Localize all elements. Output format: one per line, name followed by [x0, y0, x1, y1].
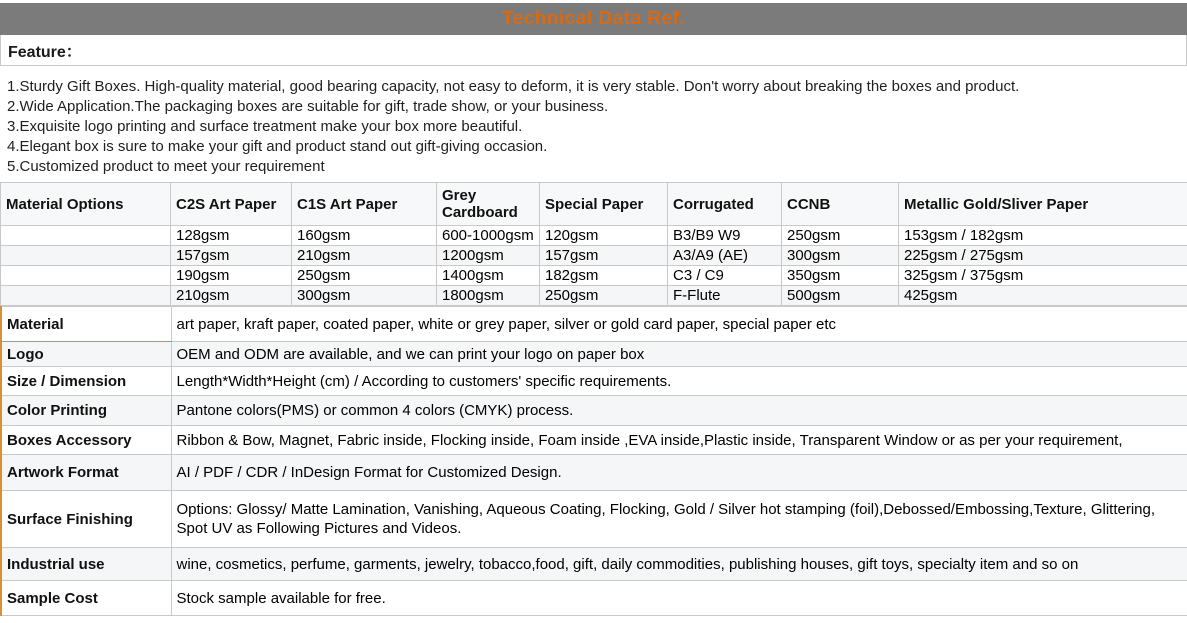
- table-cell: 190gsm: [171, 266, 292, 286]
- column-header: CCNB: [782, 183, 899, 226]
- spec-value: Stock sample available for free.: [171, 581, 1187, 616]
- table-cell: [1, 286, 171, 306]
- table-cell: F-Flute: [668, 286, 782, 306]
- feature-item: 5.Customized product to meet your requirement: [7, 157, 1179, 177]
- table-cell: [1, 266, 171, 286]
- spec-value: Ribbon & Bow, Magnet, Fabric inside, Flocking inside, Foam inside ,EVA inside,Plastic inside, Transparent Window or as per your requirement,: [171, 426, 1187, 455]
- feature-heading: Feature：: [8, 39, 82, 62]
- table-cell: 1200gsm: [437, 246, 540, 266]
- table-cell: 1800gsm: [437, 286, 540, 306]
- table-cell: 325gsm / 375gsm: [899, 266, 1187, 286]
- feature-item: 1.Sturdy Gift Boxes. High-quality material, good bearing capacity, not easy to deform, it is very stable. Don't worry about breaking the boxes and product.: [7, 77, 1179, 97]
- table-cell: 210gsm: [171, 286, 292, 306]
- table-cell: 500gsm: [782, 286, 899, 306]
- spec-label: Material: [1, 307, 171, 342]
- spec-row-sample-cost: [1, 581, 1187, 616]
- column-header: Grey Cardboard: [437, 183, 540, 226]
- spec-value: art paper, kraft paper, coated paper, white or grey paper, silver or gold card paper, special paper etc: [171, 307, 1187, 342]
- feature-item: 4.Elegant box is sure to make your gift and product stand out gift-giving occasion.: [7, 137, 1179, 157]
- table-cell: C3 / C9: [668, 266, 782, 286]
- table-cell: 300gsm: [292, 286, 437, 306]
- spec-row-material: [1, 307, 1187, 342]
- spec-label: Surface Finishing: [1, 491, 171, 548]
- column-header: C1S Art Paper: [292, 183, 437, 226]
- column-header: Corrugated: [668, 183, 782, 226]
- spec-label: Industrial use: [1, 548, 171, 581]
- table-cell: 182gsm: [540, 266, 668, 286]
- table-cell: 1400gsm: [437, 266, 540, 286]
- table-cell: [1, 246, 171, 266]
- spec-value: AI / PDF / CDR / InDesign Format for Customized Design.: [171, 455, 1187, 491]
- spec-table: [0, 306, 1187, 616]
- spec-value: Options: Glossy/ Matte Lamination, Vanishing, Aqueous Coating, Flocking, Gold / Silver hot stamping (foil),Debossed/Embossing,Texture, Glittering, Spot UV as Following Pictures and Videos.: [171, 491, 1187, 548]
- table-cell: B3/B9 W9: [668, 226, 782, 246]
- table-cell: 160gsm: [292, 226, 437, 246]
- materials-table: [0, 182, 1187, 306]
- spec-label: Sample Cost: [1, 581, 171, 616]
- page-title: Technical Data Ref.: [502, 8, 685, 30]
- table-cell: 300gsm: [782, 246, 899, 266]
- spec-label: Logo: [1, 342, 171, 367]
- table-cell: 225gsm / 275gsm: [899, 246, 1187, 266]
- spec-row-surface-finishing: [1, 491, 1187, 548]
- column-header: Metallic Gold/Sliver Paper: [899, 183, 1187, 226]
- spec-label: Size / Dimension: [1, 367, 171, 396]
- table-cell: [1, 226, 171, 246]
- table-cell: 157gsm: [540, 246, 668, 266]
- table-row: [1, 246, 1187, 266]
- feature-heading-box: [0, 35, 1187, 66]
- spec-row-artwork-format: [1, 455, 1187, 491]
- table-row: [1, 266, 1187, 286]
- table-cell: 425gsm: [899, 286, 1187, 306]
- table-cell: 210gsm: [292, 246, 437, 266]
- table-row: [1, 286, 1187, 306]
- feature-item: 2.Wide Application.The packaging boxes are suitable for gift, trade show, or your business.: [7, 97, 1179, 117]
- table-cell: 350gsm: [782, 266, 899, 286]
- table-cell: 120gsm: [540, 226, 668, 246]
- spec-row-color-printing: [1, 396, 1187, 426]
- table-cell: 157gsm: [171, 246, 292, 266]
- spec-value: Length*Width*Height (cm) / According to customers' specific requirements.: [171, 367, 1187, 396]
- table-cell: 250gsm: [292, 266, 437, 286]
- table-row: [1, 226, 1187, 246]
- spec-row-boxes-accessory: [1, 426, 1187, 455]
- spec-label: Color Printing: [1, 396, 171, 426]
- spec-value: Pantone colors(PMS) or common 4 colors (CMYK) process.: [171, 396, 1187, 426]
- column-header: Material Options: [1, 183, 171, 226]
- table-cell: 600-1000gsm: [437, 226, 540, 246]
- materials-header-row: [1, 183, 1187, 226]
- spec-value: OEM and ODM are available, and we can print your logo on paper box: [171, 342, 1187, 367]
- title-bar: [0, 3, 1187, 35]
- table-cell: 250gsm: [782, 226, 899, 246]
- feature-list: [0, 66, 1187, 177]
- column-header: Special Paper: [540, 183, 668, 226]
- spec-row-logo: [1, 342, 1187, 367]
- feature-item: 3.Exquisite logo printing and surface treatment make your box more beautiful.: [7, 117, 1179, 137]
- table-cell: 153gsm / 182gsm: [899, 226, 1187, 246]
- spec-row-size-dimension: [1, 367, 1187, 396]
- spec-value: wine, cosmetics, perfume, garments, jewelry, tobacco,food, gift, daily commodities, publishing houses, gift toys, specialty item and so on: [171, 548, 1187, 581]
- column-header: C2S Art Paper: [171, 183, 292, 226]
- table-cell: 250gsm: [540, 286, 668, 306]
- spec-label: Artwork Format: [1, 455, 171, 491]
- table-cell: 128gsm: [171, 226, 292, 246]
- spec-label: Boxes Accessory: [1, 426, 171, 455]
- spec-row-industrial-use: [1, 548, 1187, 581]
- table-cell: A3/A9 (AE): [668, 246, 782, 266]
